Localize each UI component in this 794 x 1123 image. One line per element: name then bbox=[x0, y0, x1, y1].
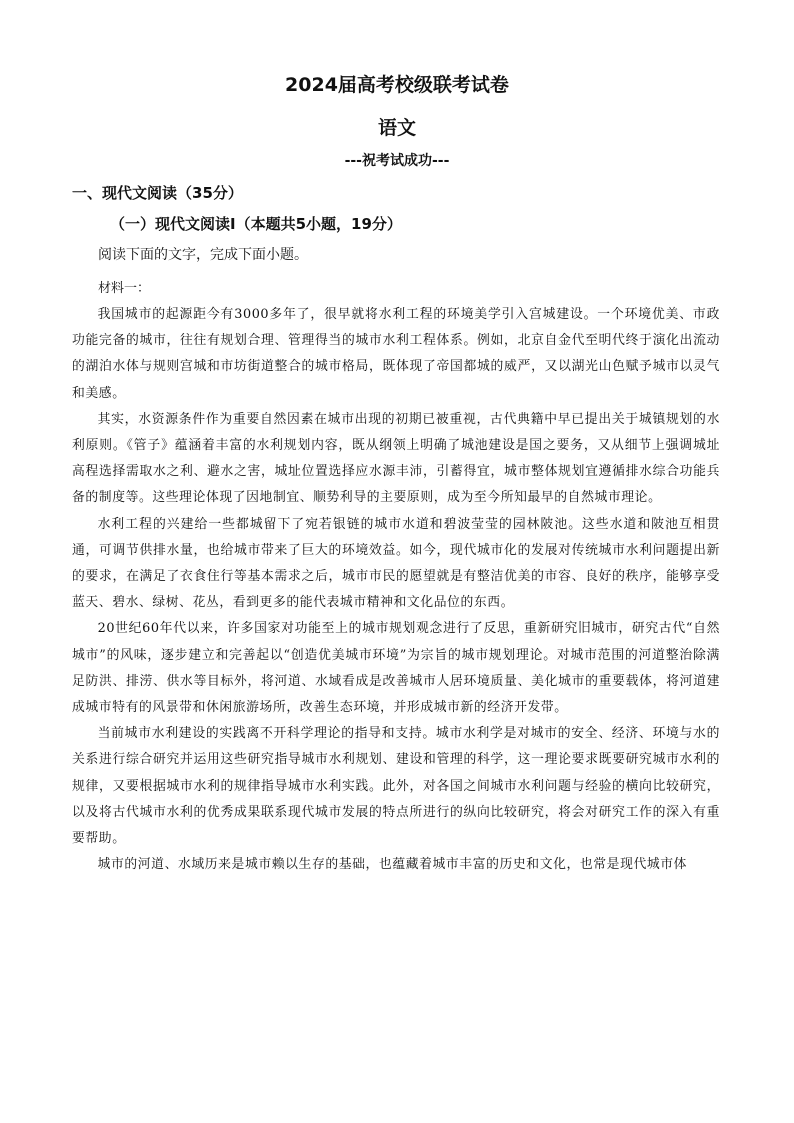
section-heading: 一、现代文阅读（35分） bbox=[72, 184, 243, 202]
material-body bbox=[72, 302, 720, 878]
paragraph-6: 城市的河道、水域历来是城市赖以生存的基础，也蕴藏着城市丰富的历史和文化，也常是现代城市体 bbox=[97, 857, 688, 873]
paragraph-3: 水利工程的兴建给一些都城留下了宛若银链的城市水道和碧波莹莹的园林陂池。这些水道和陂池互相贯通，可调节供排水量，也给城市带来了巨大的环境效益。如今，现代城市化的发展对传统城市水利问题提出新的要求，在满足了衣食住行等基本需求之后，城市市民的愿望就是有整洁优美的市容、良好的秩序，能够享受蓝天、碧水、绿树、花丛，看到更多的能代表城市精神和文化品位的东西。 bbox=[72, 516, 720, 611]
paragraph-2: 其实，水资源条件作为重要自然因素在城市出现的初期已被重视，古代典籍中早已提出关于城镇规划的水利原则。《管子》蕴涵着丰富的水利规划内容，既从纲领上明确了城池建设是国之要务，又从细节上强调城址高程选择需取水之利、避水之害，城址位置选择应水源丰沛，引蓄得宜，城市整体规划宜遵循排水综合功能兵备的制度等。这些理论体现了因地制宜、顺势利导的主要原则，成为至今所知最早的自然城市理论。 bbox=[72, 411, 720, 506]
motto-line: ---祝考试成功--- bbox=[344, 153, 450, 169]
paragraph-4: 20世纪60年代以来，许多国家对功能至上的城市规划观念进行了反思，重新研究旧城市，研究古代“自然城市”的风味，逐步建立和完善起以“创造优美城市环境”为宗旨的城市规划理论。对城市范围的河道整治除满足防洪、排涝、供水等目标外，将河道、水域看成是改善城市人居环境质量、美化城市的重要载体，将河道建成城市特有的风景带和休闲旅游场所，改善生态环境，并形成城市新的经济开发带。 bbox=[72, 621, 720, 716]
paragraph-5: 当前城市水利建设的实践离不开科学理论的指导和支持。城市水利学是对城市的安全、经济、环境与水的关系进行综合研究并运用这些研究指导城市水利规划、建设和管理的科学，这一理论要求既要研究城市水利的规律，又要根据城市水利的规律指导城市水利实践。此外，对各国之间城市水利问题与经验的横向比较研究，以及将古代城市水利的优秀成果联系现代城市发展的特点所进行的纵向比较研究，将会对研究工作的深入有重要帮助。 bbox=[72, 726, 720, 847]
subsection-heading: （一）现代文阅读Ⅰ（本题共5小题，19分） bbox=[110, 215, 402, 233]
reading-instruction: 阅读下面的文字，完成下面小题。 bbox=[98, 247, 308, 263]
paragraph-1: 我国城市的起源距今有3000多年了，很早就将水利工程的环境美学引入宫城建设。一个环境优美、市政功能完备的城市，往往有规划合理、管理得当的城市水利工程体系。例如，北京自金代至明代终于演化出流动的湖泊水体与规则宫城和市坊街道整合的城市格局，既体现了帝国都城的威严，又以湖光山色赋予城市以灵气和美感。 bbox=[72, 307, 720, 401]
exam-title: 2024届高考校级联考试卷 bbox=[285, 74, 509, 96]
subject-title: 语文 bbox=[377, 117, 416, 139]
material-label: 材料一： bbox=[98, 281, 151, 296]
